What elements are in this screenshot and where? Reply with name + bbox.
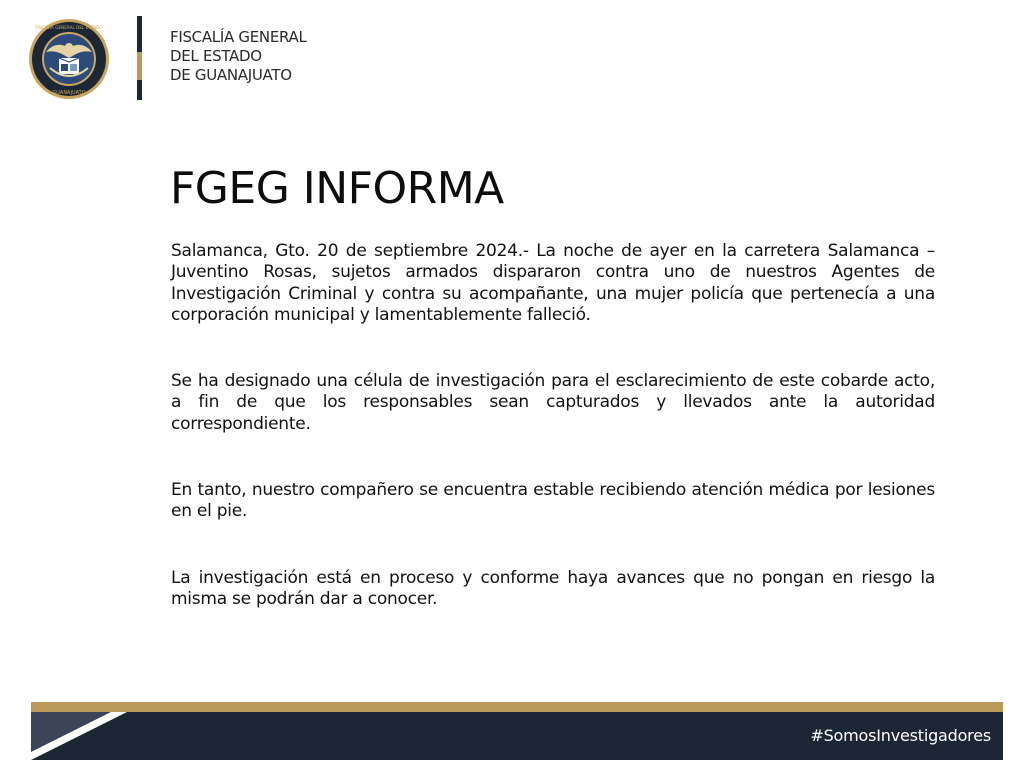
header-divider [137, 16, 142, 100]
footer-hashtag: #SomosInvestigadores [810, 726, 991, 745]
press-release-body [171, 241, 935, 610]
org-name-line-3: DE GUANAJUATO [170, 66, 292, 84]
footer-gold-stripe [31, 702, 1003, 712]
org-name-line-1: FISCALÍA GENERAL [170, 28, 307, 46]
org-name-line-2: DEL ESTADO [170, 47, 262, 65]
paragraph-2: Se ha designado una célula de investigación para el esclarecimiento de este cobarde acto, a fin de que los responsables sean capturados y llevados ante la autoridad correspondiente. [171, 371, 935, 434]
footer-band [31, 712, 1003, 760]
seal-text-bottom: GUANAJUATO [52, 90, 86, 96]
organization-name [170, 28, 307, 85]
paragraph-4: La investigación está en proceso y conforme haya avances que no pongan en riesgo la misma se podrán dar a conocer. [171, 567, 935, 609]
paragraph-3: En tanto, nuestro compañero se encuentra estable recibiendo atención médica por lesiones en el pie. [171, 480, 935, 522]
footer-wedge-shade [31, 712, 111, 752]
paragraph-1: Salamanca, Gto. 20 de septiembre 2024.- La noche de ayer en la carretera Salamanca – Juventino Rosas, sujetos armados dispararon contra uno de nuestros Agentes de Investigación Criminal y contra su acompañante, una mujer policía que pertenecía a una corporación municipal y lamentablemente falleció. [171, 241, 935, 325]
fiscalia-seal-logo [28, 18, 110, 100]
page-title: FGEG INFORMA [170, 163, 504, 214]
seal-text-top: FISCALÍA GENERAL DEL ESTADO [35, 25, 103, 30]
